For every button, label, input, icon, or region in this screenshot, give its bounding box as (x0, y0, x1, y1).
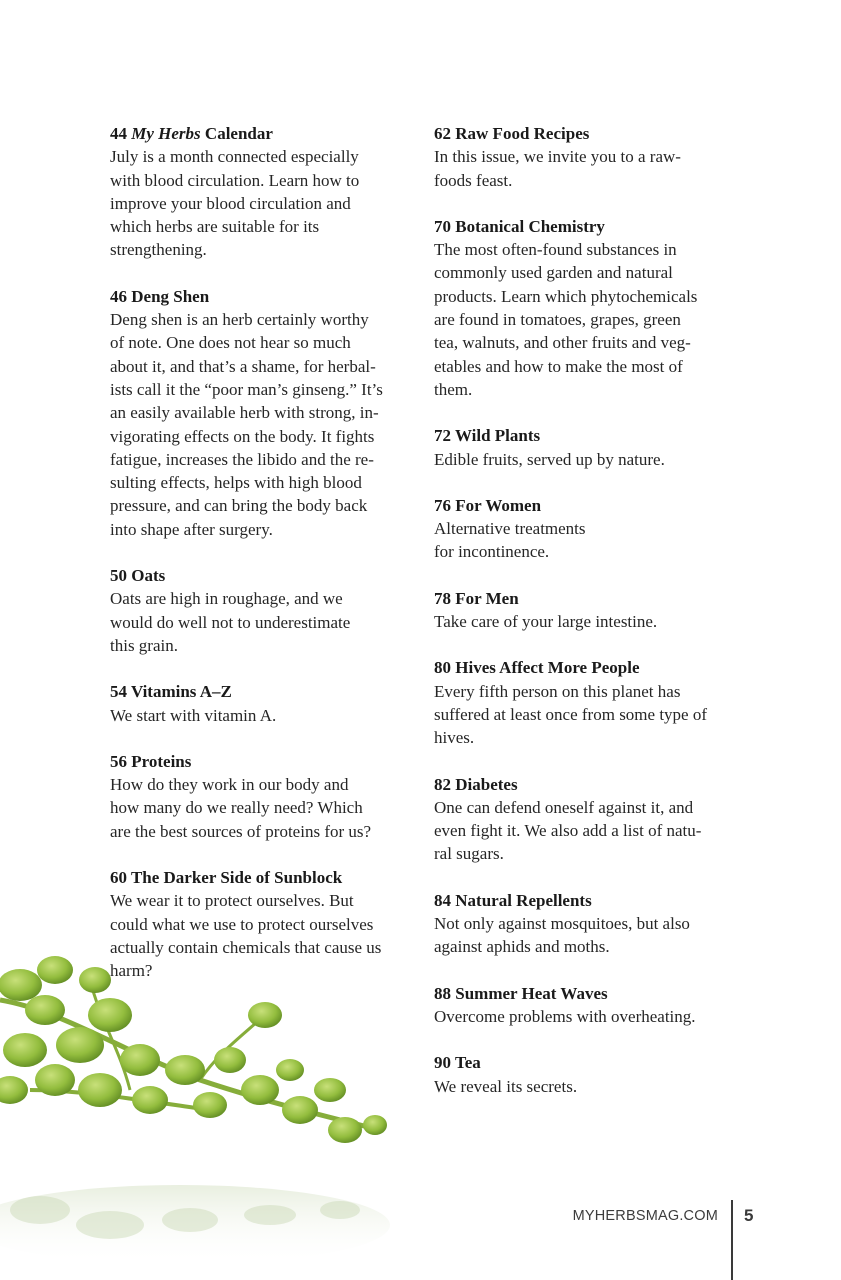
toc-entry-description: Oats are high in roughage, and we would do well not to underestimate this grain. (110, 589, 351, 655)
footer-divider (731, 1200, 733, 1280)
toc-entry (434, 424, 739, 471)
toc-entry-title: 84 Natural Repellents (434, 890, 592, 910)
toc-entry-title: 50 Oats (110, 566, 166, 586)
toc-entry-description: Take care of your large intestine. (434, 612, 658, 632)
toc-entry-description: We start with vitamin A. (110, 705, 277, 725)
toc-entry-title: 88 Summer Heat Waves (434, 983, 608, 1003)
toc-entry-title: 90 Tea (434, 1053, 481, 1073)
toc-entry-description: Not only against mosquitoes, but also against aphids and moths. (434, 914, 690, 957)
toc-entry (434, 587, 739, 634)
toc-entry-title: 76 For Women (434, 495, 542, 515)
toc-entry (110, 750, 415, 843)
toc-entry (434, 773, 739, 866)
toc-entry (110, 680, 415, 727)
toc-entry (434, 215, 739, 401)
toc-entry (434, 889, 739, 959)
toc-entry-title: 44 My Herbs Calendar (110, 124, 273, 143)
toc-entry-description: We reveal its secrets. (434, 1076, 578, 1096)
toc-entry-description: Overcome problems with overheating. (434, 1006, 696, 1026)
toc-entry-description: Every fifth person on this planet has suffered at least once from some type of hives. (434, 681, 708, 748)
toc-entry-title: 46 Deng Shen (110, 286, 210, 306)
toc-entry-description: One can defend oneself against it, and even fight it. We also add a list of natu- ral sugars. (434, 797, 702, 864)
toc-entry-description: Edible fruits, served up by nature. (434, 449, 665, 469)
toc-entry-description: In this issue, we invite you to a raw- foods feast. (434, 147, 681, 190)
toc-entry-description: The most often-found substances in commonly used garden and natural products. Learn which phytochemicals are found in tomatoes, grapes, green tea, walnuts, and other fruits and veg- etables and how to make the most of them. (434, 240, 698, 399)
toc-entry (110, 285, 415, 541)
toc-entry-title: 78 For Men (434, 588, 519, 608)
toc-entry-title: 72 Wild Plants (434, 426, 541, 446)
toc-entry-description: July is a month connected especially with blood circulation. Learn how to improve your blood circulation and which herbs are suitable for its strengthening. (110, 147, 360, 260)
toc-entry-description: Deng shen is an herb certainly worthy of note. One does not hear so much about it, and that’s a shame, for herbal- ists call it the “poor man’s ginseng.” It’s an easily available herb with strong, in- vigorating effects on the body. It fights fatigue, increases the libido and the re- sulting effects, helps with high blood pressure, and can bring the body back into shape after surgery. (110, 310, 383, 539)
toc-entry (434, 1051, 739, 1098)
toc-entry-title: 80 Hives Affect More People (434, 658, 640, 678)
page-number: 5 (744, 1206, 754, 1225)
toc-entry-title: 62 Raw Food Recipes (434, 124, 590, 143)
toc-entry (434, 122, 739, 192)
toc-entry-title: 56 Proteins (110, 751, 192, 771)
toc-entry-title: 70 Botanical Chemistry (434, 216, 605, 236)
toc-entry (110, 564, 415, 657)
toc-entry-description: We wear it to protect ourselves. But could what we use to protect ourselves actually contain chemicals that cause us harm? (110, 891, 382, 981)
toc-entry (434, 656, 739, 749)
toc-entry-description: How do they work in our body and how many do we really need? Which are the best sources of proteins for us? (110, 775, 372, 841)
left-column (110, 122, 415, 1006)
footer-website-url: MYHERBSMAG.COM (572, 1208, 718, 1224)
toc-entry-description: Alternative treatments for incontinence. (434, 519, 586, 562)
toc-entry-title: 82 Diabetes (434, 774, 518, 794)
toc-entry (110, 866, 415, 982)
toc-entry-title: 60 The Darker Side of Sunblock (110, 868, 343, 888)
toc-entry (110, 122, 415, 262)
toc-entry (434, 494, 739, 564)
right-column (434, 122, 739, 1121)
toc-entry-title: 54 Vitamins A–Z (110, 682, 232, 702)
toc-entry (434, 982, 739, 1029)
